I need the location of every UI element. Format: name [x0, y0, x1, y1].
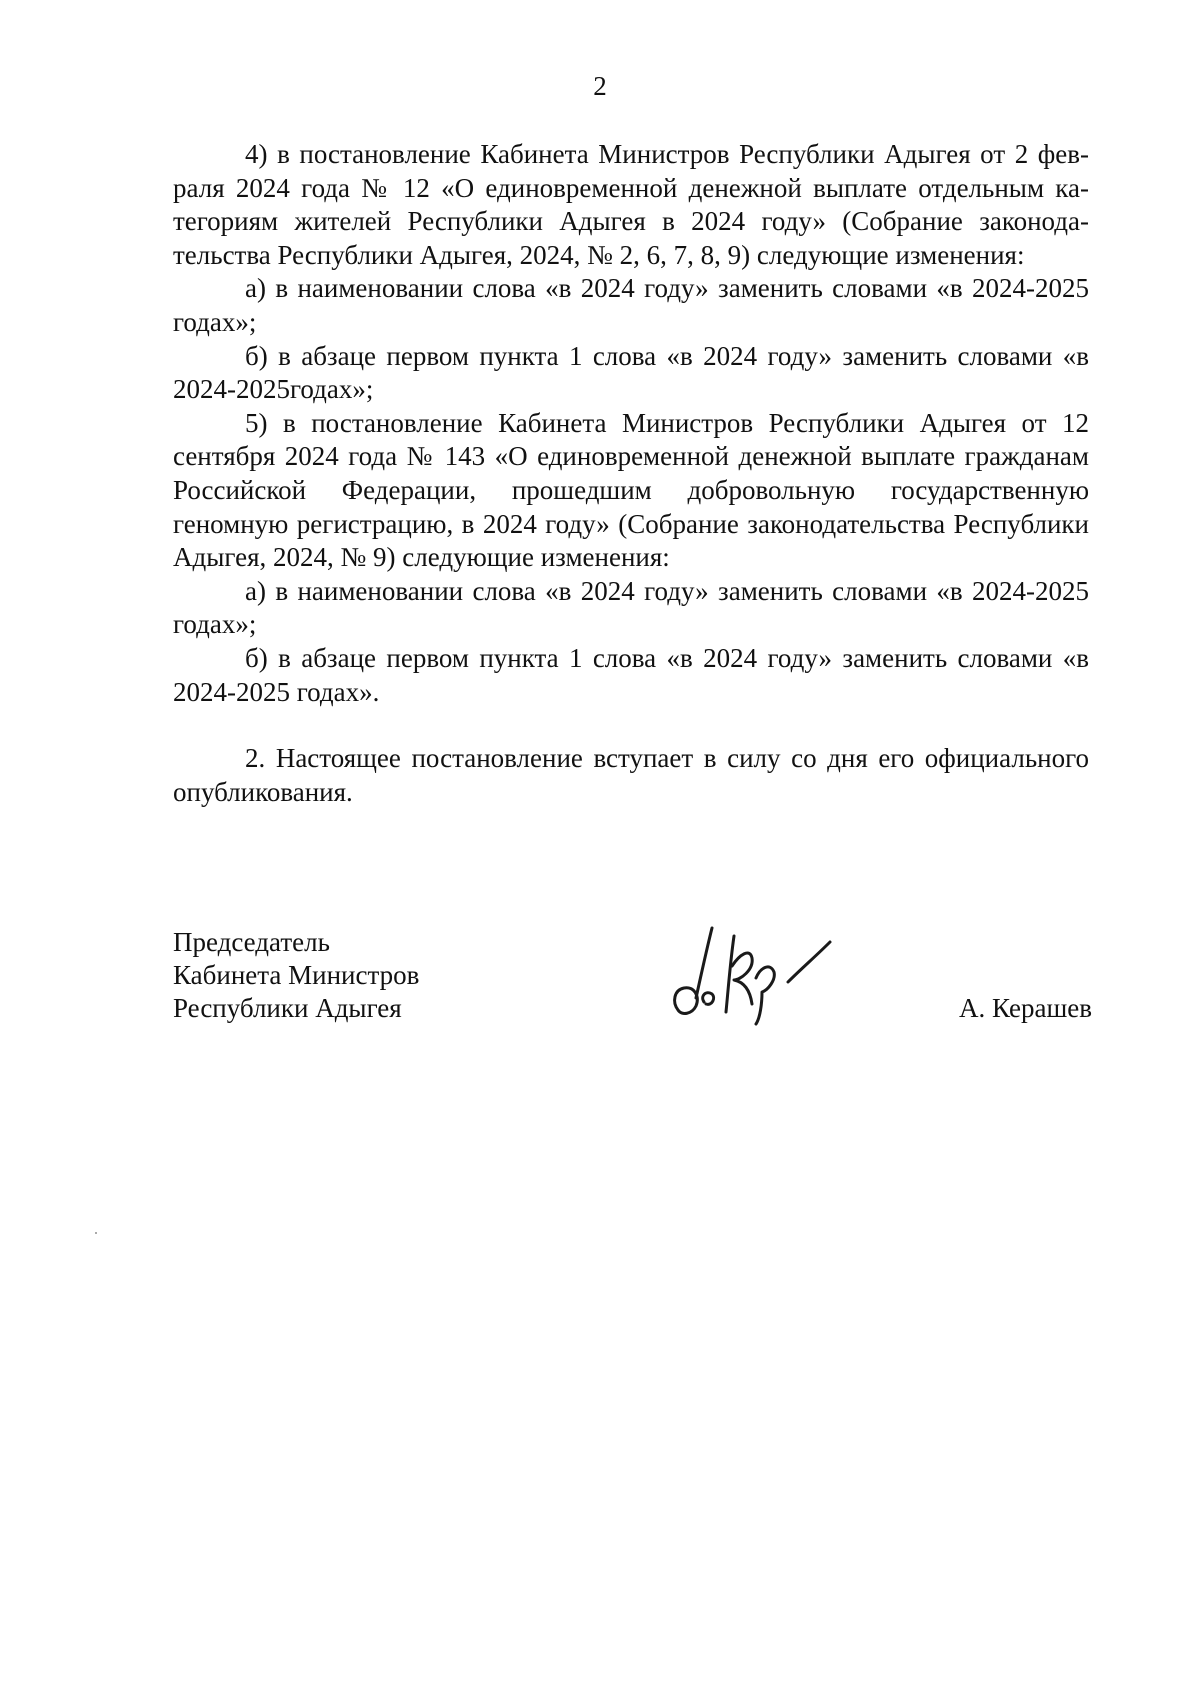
paragraph-item-5a: а) в наименовании слова «в 2024 году» заменить словами «в 2024-2025 годах»; [173, 575, 1089, 640]
paragraph-item-4b: б) в абзаце первом пункта 1 слова «в 2024 году» заменить словами «в 2024-2025годах»; [173, 340, 1089, 405]
signatory-title [173, 926, 419, 1025]
signatory-title-line: Кабинета Министров [173, 960, 420, 990]
page-number: 2 [593, 71, 607, 101]
signatory-name: А. Керашев [959, 993, 1092, 1023]
signature-strokes [675, 928, 830, 1024]
paragraph-item-5: 5) в постановление Кабинета Министров Республики Адыгея от 12 сентября 2024 года № 143 «О единовременной денежной выплате гражданам Российской Федерации, прошедшим добровольную государственную геномную регистрацию, в 2024 году» (Собрание законодательства Республики Адыгея, 2024, № 9) следующие изменения: [173, 407, 1089, 573]
scan-speck [95, 1232, 97, 1234]
signatory-title-line: Республики Адыгея [173, 993, 402, 1023]
handwritten-signature [670, 918, 840, 1028]
document-body [173, 138, 1089, 809]
paragraph-section-2: 2. Настоящее постановление вступает в силу со дня его официального опубликования. [173, 743, 1089, 807]
paragraph-item-5b: б) в абзаце первом пункта 1 слова «в 2024 году» заменить словами «в 2024-2025 годах». [173, 642, 1089, 707]
signatory-title-line: Председатель [173, 927, 330, 957]
paragraph-item-4a: а) в наименовании слова «в 2024 году» заменить словами «в 2024-2025 годах»; [173, 273, 1089, 337]
paragraph-item-4: 4) в постановление Кабинета Министров Республики Адыгея от 2 февраля 2024 года № 12 «О единовременной денежной выплате отдельным категориям жителей Республики Адыгея в 2024 году» (Собрание законодательства Республики Адыгея, 2024, № 2, 6, 7, 8, 9) следующие изменения: [173, 139, 1089, 270]
